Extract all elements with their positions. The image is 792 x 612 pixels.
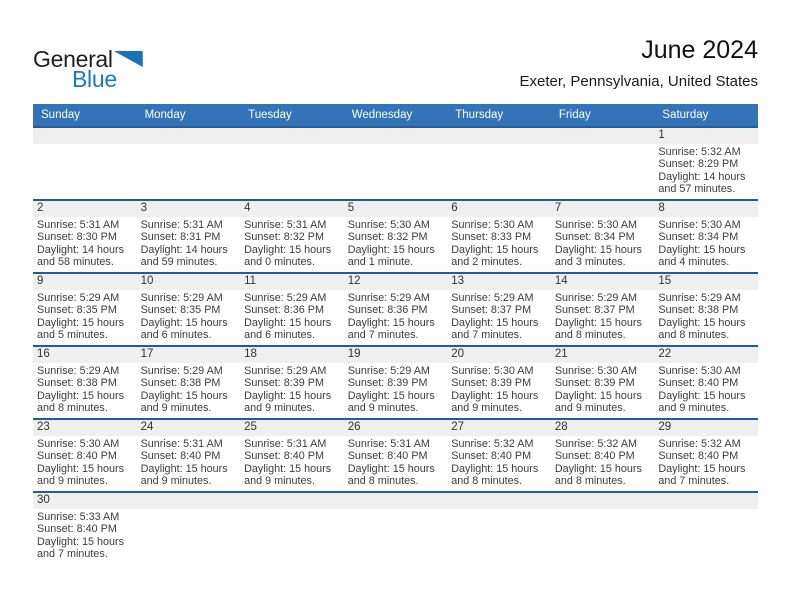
sunset-text: Sunset: 8:36 PM (244, 304, 324, 317)
day-cell-empty (240, 128, 344, 199)
sunrise-text: Sunrise: 5:29 AM (347, 365, 430, 377)
daylight-line1: Daylight: 15 hours (37, 535, 125, 548)
day-cell-21 (551, 347, 655, 418)
day-number (447, 493, 551, 509)
day-number: 4 (240, 201, 344, 217)
daylight-line2: and 9 minutes. (244, 402, 315, 415)
sunset-text: Sunset: 8:34 PM (554, 231, 635, 244)
weekday-wednesday: Wednesday (351, 109, 413, 121)
day-number: 17 (137, 347, 241, 363)
daylight-line1: Daylight: 15 hours (554, 316, 642, 329)
day-details (551, 290, 655, 342)
daylight-line1: Daylight: 15 hours (347, 389, 435, 402)
day-number: 2 (33, 201, 137, 217)
day-details (654, 217, 758, 269)
sunrise-text: Sunrise: 5:29 AM (347, 292, 430, 304)
day-cell-8 (654, 201, 758, 272)
day-details (33, 509, 137, 561)
daylight-line2: and 9 minutes. (140, 475, 212, 488)
logo-text-blue: Blue (72, 66, 117, 92)
sunset-text: Sunset: 8:32 PM (244, 231, 324, 244)
day-number: 11 (240, 274, 344, 290)
daylight-line2: and 8 minutes. (347, 475, 419, 488)
day-cell-empty (551, 128, 655, 199)
day-cell-23 (33, 420, 137, 491)
day-number (447, 128, 551, 144)
sunrise-text: Sunrise: 5:31 AM (140, 219, 223, 231)
day-cell-14 (551, 274, 655, 345)
day-details (137, 363, 241, 415)
daylight-line2: and 6 minutes. (140, 329, 212, 342)
sunrise-text: Sunrise: 5:31 AM (140, 438, 223, 450)
day-cell-12 (344, 274, 448, 345)
calendar (33, 104, 758, 564)
daylight-line1: Daylight: 15 hours (37, 462, 125, 475)
day-details (344, 363, 448, 415)
day-cell-empty (33, 128, 137, 199)
day-cell-25 (240, 420, 344, 491)
day-cell-empty (137, 128, 241, 199)
day-number: 9 (33, 274, 137, 290)
daylight-line1: Daylight: 15 hours (658, 389, 746, 402)
day-number: 14 (551, 274, 655, 290)
daylight-line1: Daylight: 15 hours (658, 462, 746, 475)
daylight-line1: Daylight: 15 hours (347, 243, 435, 256)
page-title: June 2024 (641, 36, 758, 64)
general-blue-logo (33, 46, 143, 93)
daylight-line2: and 9 minutes. (244, 475, 315, 488)
day-details (344, 436, 448, 488)
day-cell-10 (137, 274, 241, 345)
daylight-line1: Daylight: 15 hours (451, 389, 539, 402)
sunrise-text: Sunrise: 5:31 AM (37, 219, 120, 231)
sunrise-text: Sunrise: 5:31 AM (244, 219, 327, 231)
day-number (551, 128, 655, 144)
day-details (447, 217, 551, 269)
sunset-text: Sunset: 8:32 PM (347, 231, 428, 244)
sunset-text: Sunset: 8:33 PM (451, 231, 532, 244)
day-cell-22 (654, 347, 758, 418)
sunrise-text: Sunrise: 5:32 AM (554, 438, 638, 450)
day-number: 25 (240, 420, 344, 436)
week-row (33, 491, 758, 564)
sunset-text: Sunset: 8:39 PM (554, 377, 635, 390)
title-block (520, 36, 758, 90)
daylight-line1: Daylight: 15 hours (37, 316, 125, 329)
day-details (447, 290, 551, 342)
sunset-text: Sunset: 8:39 PM (244, 377, 324, 390)
day-number: 15 (654, 274, 758, 290)
day-details (33, 363, 137, 415)
day-cell-empty (240, 493, 344, 564)
day-details (654, 290, 758, 342)
week-row (33, 418, 758, 491)
daylight-line2: and 9 minutes. (554, 402, 626, 415)
sunrise-text: Sunrise: 5:30 AM (554, 219, 638, 231)
weekday-monday: Monday (144, 109, 186, 121)
daylight-line1: Daylight: 15 hours (347, 462, 435, 475)
day-number: 6 (447, 201, 551, 217)
daylight-line1: Daylight: 15 hours (658, 316, 746, 329)
sunrise-text: Sunrise: 5:29 AM (658, 292, 741, 304)
sunrise-text: Sunrise: 5:30 AM (451, 365, 534, 377)
daylight-line1: Daylight: 15 hours (554, 243, 642, 256)
sunrise-text: Sunrise: 5:30 AM (658, 365, 741, 377)
daylight-line1: Daylight: 15 hours (244, 462, 332, 475)
day-details (344, 290, 448, 342)
weekday-tuesday: Tuesday (248, 109, 292, 121)
day-details (447, 436, 551, 488)
day-cell-13 (447, 274, 551, 345)
daylight-line1: Daylight: 15 hours (658, 243, 746, 256)
daylight-line2: and 9 minutes. (140, 402, 212, 415)
day-number: 8 (654, 201, 758, 217)
sunrise-text: Sunrise: 5:31 AM (347, 438, 430, 450)
day-details (33, 436, 137, 488)
daylight-line2: and 7 minutes. (37, 548, 108, 561)
sunrise-text: Sunrise: 5:32 AM (451, 438, 534, 450)
day-details (240, 217, 344, 269)
day-number: 19 (344, 347, 448, 363)
day-cell-4 (240, 201, 344, 272)
day-cell-5 (344, 201, 448, 272)
day-details (137, 290, 241, 342)
daylight-line1: Daylight: 14 hours (140, 243, 228, 256)
sunset-text: Sunset: 8:40 PM (244, 450, 324, 463)
sunset-text: Sunset: 8:37 PM (451, 304, 532, 317)
daylight-line1: Daylight: 15 hours (554, 389, 642, 402)
calendar-weeks (33, 126, 758, 564)
daylight-line2: and 9 minutes. (347, 402, 419, 415)
day-details (551, 217, 655, 269)
sunset-text: Sunset: 8:40 PM (37, 523, 117, 536)
day-number (344, 493, 448, 509)
daylight-line2: and 8 minutes. (658, 329, 730, 342)
sunset-text: Sunset: 8:40 PM (37, 450, 117, 463)
day-details (551, 363, 655, 415)
sunset-text: Sunset: 8:40 PM (554, 450, 635, 463)
day-cell-28 (551, 420, 655, 491)
day-number: 29 (654, 420, 758, 436)
day-details (240, 436, 344, 488)
day-cell-26 (344, 420, 448, 491)
sunset-text: Sunset: 8:38 PM (658, 304, 739, 317)
daylight-line1: Daylight: 15 hours (554, 462, 642, 475)
weekday-sunday: Sunday (41, 109, 81, 121)
day-number: 30 (33, 493, 137, 509)
day-cell-16 (33, 347, 137, 418)
day-number (240, 493, 344, 509)
day-cell-3 (137, 201, 241, 272)
sunrise-text: Sunrise: 5:29 AM (244, 292, 327, 304)
sunset-text: Sunset: 8:38 PM (140, 377, 221, 390)
day-number: 23 (33, 420, 137, 436)
sunrise-text: Sunrise: 5:30 AM (451, 219, 534, 231)
daylight-line1: Daylight: 15 hours (140, 389, 228, 402)
daylight-line2: and 9 minutes. (658, 402, 730, 415)
sunrise-text: Sunrise: 5:32 AM (658, 146, 741, 158)
day-number: 22 (654, 347, 758, 363)
logo-triangle-icon (114, 51, 143, 67)
day-details (33, 290, 137, 342)
day-details (654, 144, 758, 196)
weekday-friday: Friday (558, 109, 591, 121)
week-row (33, 199, 758, 272)
day-number: 26 (344, 420, 448, 436)
day-number (137, 128, 241, 144)
sunset-text: Sunset: 8:40 PM (347, 450, 428, 463)
sunrise-text: Sunrise: 5:29 AM (140, 365, 223, 377)
daylight-line2: and 9 minutes. (451, 402, 523, 415)
daylight-line2: and 0 minutes. (244, 256, 315, 269)
sunset-text: Sunset: 8:30 PM (37, 231, 117, 244)
day-cell-30 (33, 493, 137, 564)
daylight-line2: and 1 minute. (347, 256, 414, 269)
daylight-line1: Daylight: 15 hours (347, 316, 435, 329)
sunset-text: Sunset: 8:35 PM (140, 304, 221, 317)
sunset-text: Sunset: 8:40 PM (658, 450, 739, 463)
day-cell-11 (240, 274, 344, 345)
day-number (344, 128, 448, 144)
day-number: 28 (551, 420, 655, 436)
sunset-text: Sunset: 8:36 PM (347, 304, 428, 317)
day-number: 20 (447, 347, 551, 363)
daylight-line1: Daylight: 15 hours (244, 243, 332, 256)
day-number: 16 (33, 347, 137, 363)
daylight-line2: and 3 minutes. (554, 256, 626, 269)
sunset-text: Sunset: 8:39 PM (451, 377, 532, 390)
day-cell-20 (447, 347, 551, 418)
day-number: 10 (137, 274, 241, 290)
day-details (33, 217, 137, 269)
day-cell-empty (137, 493, 241, 564)
day-number: 24 (137, 420, 241, 436)
day-number: 3 (137, 201, 241, 217)
day-details (447, 363, 551, 415)
sunrise-text: Sunrise: 5:29 AM (554, 292, 638, 304)
daylight-line2: and 8 minutes. (37, 402, 108, 415)
day-number: 12 (344, 274, 448, 290)
day-cell-6 (447, 201, 551, 272)
daylight-line2: and 9 minutes. (37, 475, 108, 488)
day-cell-15 (654, 274, 758, 345)
daylight-line2: and 4 minutes. (658, 256, 730, 269)
daylight-line2: and 5 minutes. (37, 329, 108, 342)
daylight-line2: and 59 minutes. (140, 256, 218, 269)
sunrise-text: Sunrise: 5:30 AM (347, 219, 430, 231)
daylight-line1: Daylight: 15 hours (451, 462, 539, 475)
week-row (33, 345, 758, 418)
daylight-line2: and 7 minutes. (658, 475, 730, 488)
day-cell-27 (447, 420, 551, 491)
day-number (551, 493, 655, 509)
sunrise-text: Sunrise: 5:29 AM (451, 292, 534, 304)
day-number: 21 (551, 347, 655, 363)
daylight-line1: Daylight: 15 hours (140, 316, 228, 329)
day-number (137, 493, 241, 509)
day-cell-18 (240, 347, 344, 418)
sunset-text: Sunset: 8:40 PM (658, 377, 739, 390)
daylight-line2: and 7 minutes. (347, 329, 419, 342)
day-number: 27 (447, 420, 551, 436)
day-details (654, 436, 758, 488)
sunrise-text: Sunrise: 5:29 AM (244, 365, 327, 377)
daylight-line2: and 8 minutes. (554, 475, 626, 488)
sunset-text: Sunset: 8:39 PM (347, 377, 428, 390)
sunset-text: Sunset: 8:38 PM (37, 377, 117, 390)
sunset-text: Sunset: 8:40 PM (140, 450, 221, 463)
day-details (137, 217, 241, 269)
sunrise-text: Sunrise: 5:31 AM (244, 438, 327, 450)
day-cell-9 (33, 274, 137, 345)
sunrise-text: Sunrise: 5:32 AM (658, 438, 741, 450)
day-number: 5 (344, 201, 448, 217)
day-cell-2 (33, 201, 137, 272)
day-details (240, 290, 344, 342)
daylight-line2: and 8 minutes. (451, 475, 523, 488)
sunset-text: Sunset: 8:31 PM (140, 231, 221, 244)
daylight-line1: Daylight: 15 hours (37, 389, 125, 402)
daylight-line1: Daylight: 15 hours (140, 462, 228, 475)
day-number (33, 128, 137, 144)
week-row (33, 126, 758, 199)
sunrise-text: Sunrise: 5:30 AM (554, 365, 638, 377)
day-details (344, 217, 448, 269)
sunrise-text: Sunrise: 5:29 AM (37, 292, 120, 304)
sunrise-text: Sunrise: 5:29 AM (37, 365, 120, 377)
day-details (137, 436, 241, 488)
location-subtitle: Exeter, Pennsylvania, United States (519, 73, 758, 90)
day-details (654, 363, 758, 415)
logo-text-general: General (33, 46, 113, 72)
daylight-line2: and 2 minutes. (451, 256, 523, 269)
day-cell-empty (654, 493, 758, 564)
daylight-line2: and 6 minutes. (244, 329, 315, 342)
daylight-line1: Daylight: 15 hours (244, 316, 332, 329)
daylight-line1: Daylight: 14 hours (658, 170, 746, 183)
weekday-saturday: Saturday (662, 109, 709, 121)
day-cell-19 (344, 347, 448, 418)
day-number (240, 128, 344, 144)
day-cell-17 (137, 347, 241, 418)
day-cell-empty (344, 493, 448, 564)
sunset-text: Sunset: 8:35 PM (37, 304, 117, 317)
day-number: 7 (551, 201, 655, 217)
sunrise-text: Sunrise: 5:30 AM (658, 219, 741, 231)
daylight-line2: and 57 minutes. (658, 183, 736, 196)
daylight-line2: and 58 minutes. (37, 256, 114, 269)
day-cell-empty (447, 128, 551, 199)
day-number: 13 (447, 274, 551, 290)
sunrise-text: Sunrise: 5:30 AM (37, 438, 120, 450)
sunset-text: Sunset: 8:40 PM (451, 450, 532, 463)
day-cell-24 (137, 420, 241, 491)
day-cell-1 (654, 128, 758, 199)
daylight-line1: Daylight: 15 hours (451, 243, 539, 256)
day-number: 18 (240, 347, 344, 363)
sunset-text: Sunset: 8:29 PM (658, 158, 739, 171)
day-cell-empty (551, 493, 655, 564)
daylight-line1: Daylight: 14 hours (37, 243, 125, 256)
day-cell-empty (344, 128, 448, 199)
day-cell-7 (551, 201, 655, 272)
day-cell-29 (654, 420, 758, 491)
sunset-text: Sunset: 8:37 PM (554, 304, 635, 317)
day-number: 1 (654, 128, 758, 144)
weekday-thursday: Thursday (455, 109, 504, 121)
daylight-line2: and 7 minutes. (451, 329, 523, 342)
day-details (551, 436, 655, 488)
day-details (240, 363, 344, 415)
sunrise-text: Sunrise: 5:33 AM (37, 511, 120, 523)
day-number (654, 493, 758, 509)
day-cell-empty (447, 493, 551, 564)
week-row (33, 272, 758, 345)
daylight-line1: Daylight: 15 hours (244, 389, 332, 402)
sunset-text: Sunset: 8:34 PM (658, 231, 739, 244)
daylight-line2: and 8 minutes. (554, 329, 626, 342)
sunrise-text: Sunrise: 5:29 AM (140, 292, 223, 304)
daylight-line1: Daylight: 15 hours (451, 316, 539, 329)
weekday-header-row (33, 104, 758, 126)
